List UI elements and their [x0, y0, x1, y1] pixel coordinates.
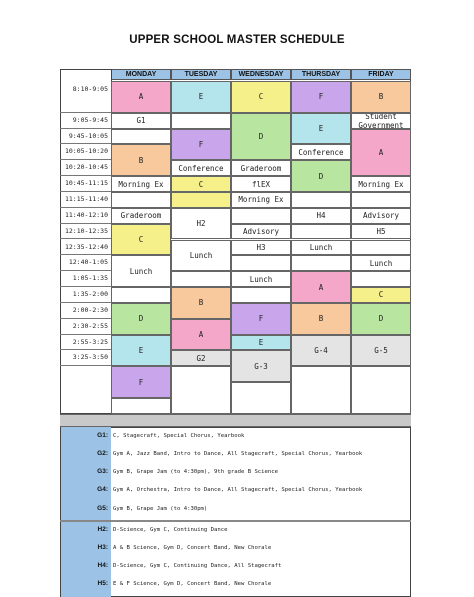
schedule-cell: Advisory — [351, 208, 411, 224]
schedule-cell: B — [351, 81, 411, 113]
legend-code: H2: — [97, 525, 108, 533]
time-slot-label: 3:25-3:50 — [60, 350, 111, 366]
legend-text: D-Science, Gym C, Continuing Dance, All Stagecraft — [113, 563, 282, 570]
schedule-cell: B — [171, 287, 231, 319]
schedule-cell: Morning Ex — [111, 176, 171, 192]
schedule-cell: E — [291, 113, 351, 145]
schedule-cell: F — [171, 129, 231, 161]
schedule-cell: H2 — [171, 208, 231, 240]
legend-code: H4: — [97, 562, 108, 570]
schedule-cell: A — [171, 319, 231, 351]
legend-text: Gym A, Orchestra, Intro to Dance, All Stagecraft, Special Chorus, Yearbook — [113, 487, 363, 494]
time-slot-label: 10:20-10:45 — [60, 160, 111, 176]
legend-code: G4: — [97, 486, 108, 494]
schedule-cell: C — [111, 224, 171, 256]
schedule-cell — [231, 255, 291, 271]
schedule-cell — [351, 271, 411, 287]
time-slot-label: 2:55-3:25 — [60, 335, 111, 351]
schedule-cell — [291, 255, 351, 271]
legend-code: G1: — [97, 431, 108, 439]
schedule-cell — [171, 366, 231, 414]
time-slot-label: 11:15-11:40 — [60, 192, 111, 208]
schedule-cell — [231, 382, 291, 414]
schedule-cell: Conference — [291, 144, 351, 160]
schedule-cell: Conference — [171, 160, 231, 176]
schedule-cell: F — [231, 303, 291, 335]
schedule-cell — [171, 192, 231, 208]
schedule-cell — [351, 192, 411, 208]
schedule-cell — [171, 113, 231, 129]
schedule-cell: E — [111, 335, 171, 367]
schedule-cell — [291, 224, 351, 240]
legend-text: Gym B, Grape Jam (to 4:30pm), 9th grade B Science — [113, 469, 279, 476]
schedule-cell: D — [351, 303, 411, 335]
schedule-cell — [111, 398, 171, 414]
time-slot-label: 10:45-11:15 — [60, 176, 111, 192]
schedule-cell: A — [351, 129, 411, 177]
legend-code: G3: — [97, 468, 108, 476]
schedule-cell: G-4 — [291, 335, 351, 367]
schedule-cell: E — [171, 81, 231, 113]
schedule-cell: A — [111, 81, 171, 113]
schedule-cell — [231, 208, 291, 224]
schedule-cell: Lunch — [351, 255, 411, 271]
schedule-cell: B — [291, 303, 351, 335]
schedule-cell: D — [291, 160, 351, 192]
schedule-cell: H5 — [351, 224, 411, 240]
schedule-cell: Morning Ex — [351, 176, 411, 192]
schedule-cell — [171, 271, 231, 287]
schedule-cell: F — [111, 366, 171, 398]
schedule-cell — [351, 366, 411, 414]
legend-code: H5: — [97, 580, 108, 588]
schedule-cell: G-5 — [351, 335, 411, 367]
time-slot-label: 1:05-1:35 — [60, 271, 111, 287]
legend-code: G5: — [97, 504, 108, 512]
schedule-cell: flEX — [231, 176, 291, 192]
schedule-cell — [291, 192, 351, 208]
time-slot-label: 12:10-12:35 — [60, 224, 111, 240]
schedule-cell: D — [111, 303, 171, 335]
time-slot-label: 8:10-9:05 — [60, 81, 111, 113]
schedule-cell — [351, 240, 411, 256]
schedule-cell: F — [291, 81, 351, 113]
legend-code: H3: — [97, 544, 108, 552]
schedule-cell: Graderoom — [111, 208, 171, 224]
schedule-cell: Student Government — [351, 113, 411, 129]
schedule-cell — [111, 129, 171, 145]
schedule-cell: G2 — [171, 350, 231, 366]
page-title: UPPER SCHOOL MASTER SCHEDULE — [129, 34, 345, 46]
legend-code: G2: — [97, 450, 108, 458]
schedule-cell: G-3 — [231, 350, 291, 382]
schedule-cell: B — [111, 144, 171, 176]
schedule-cell: Graderoom — [231, 160, 291, 176]
schedule-cell: G1 — [111, 113, 171, 129]
time-slot-label: 12:40-1:05 — [60, 255, 111, 271]
schedule-cell — [291, 366, 351, 414]
time-slot-label: 11:40-12:10 — [60, 208, 111, 224]
day-header: FRIDAY — [351, 69, 411, 80]
schedule-cell — [111, 192, 171, 208]
legend-divider — [60, 520, 411, 522]
day-header: MONDAY — [111, 69, 171, 80]
separator-bar — [60, 414, 411, 427]
schedule-cell — [111, 287, 171, 303]
time-slot-label: 2:30-2:55 — [60, 319, 111, 335]
time-slot-label: 2:00-2:30 — [60, 303, 111, 319]
schedule-cell: E — [231, 335, 291, 351]
schedule-cell: Lunch — [171, 240, 231, 272]
schedule-cell: Advisory — [231, 224, 291, 240]
schedule-cell: C — [231, 81, 291, 113]
schedule-cell: C — [351, 287, 411, 303]
schedule-cell: H3 — [231, 240, 291, 256]
schedule-cell: Lunch — [291, 240, 351, 256]
legend-text: A & B Science, Gym D, Concert Band, New Chorale — [113, 545, 272, 552]
day-header: TUESDAY — [171, 69, 231, 80]
time-slot-label: 10:05-10:20 — [60, 144, 111, 160]
time-slot-label: 9:45-10:05 — [60, 129, 111, 145]
time-slot-label: 9:05-9:45 — [60, 113, 111, 129]
schedule-cell: Lunch — [231, 271, 291, 287]
day-header: WEDNESDAY — [231, 69, 291, 80]
schedule-cell: Lunch — [111, 255, 171, 287]
schedule-cell: Morning Ex — [231, 192, 291, 208]
legend-text: E & F Science, Gym D, Concert Band, New Chorale — [113, 581, 272, 588]
day-header: THURSDAY — [291, 69, 351, 80]
time-slot-label: 1:35-2:00 — [60, 287, 111, 303]
legend-text: D-Science, Gym C, Continuing Dance — [113, 526, 228, 533]
schedule-cell — [231, 287, 291, 303]
schedule-cell: D — [231, 113, 291, 161]
time-slot-label: 12:35-12:40 — [60, 240, 111, 256]
legend-text: C, Stagecraft, Special Chorus, Yearbook — [113, 432, 245, 439]
schedule-cell: A — [291, 271, 351, 303]
schedule-cell: C — [171, 176, 231, 192]
legend-text: Gym A, Jazz Band, Intro to Dance, All Stagecraft, Special Chorus, Yearbook — [113, 451, 363, 458]
schedule-cell: H4 — [291, 208, 351, 224]
legend-text: Gym B, Grape Jam (to 4:30pm) — [113, 505, 208, 512]
